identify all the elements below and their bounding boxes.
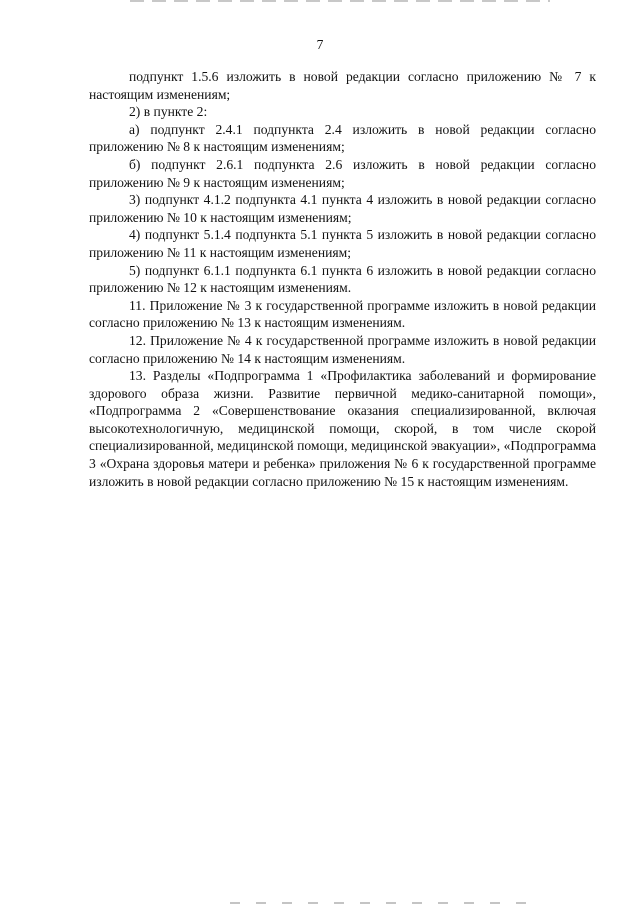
paragraph-point-13: 13. Разделы «Подпрограмма 1 «Профилактика заболеваний и формирование здорового образа жизни. Развитие первичной медико-санитарной помощи», «Подпрограмма 2 «Совершенствование оказания специализированной, включая высокотехнологичную, медицинской помощи, скорой, в том числе скорой специализированной, медицинской помощи, медицинской эвакуации», «Подпрограмма 3 «Охрана здоровья матери и ребенка» приложения № 6 к государственной программе изложить в новой редакции согласно приложению № 15 к настоящим изменениям. <box>89 368 596 489</box>
scan-artifact-top <box>130 0 550 2</box>
paragraph-item-5: 5) подпункт 6.1.1 подпункта 6.1 пункта 6 изложить в новой редакции согласно приложению № 12 к настоящим изменениям. <box>89 262 596 296</box>
page-number: 7 <box>316 37 324 52</box>
scan-artifact-bottom <box>230 902 530 904</box>
document-body <box>89 68 596 490</box>
paragraph-item-4: 4) подпункт 5.1.4 подпункта 5.1 пункта 5 изложить в новой редакции согласно приложению № 11 к настоящим изменениям; <box>89 227 596 260</box>
paragraph-item-3: 3) подпункт 4.1.2 подпункта 4.1 пункта 4 изложить в новой редакции согласно приложению № 10 к настоящим изменениям; <box>89 192 596 225</box>
paragraph-point-12: 12. Приложение № 4 к государственной программе изложить в новой редакции согласно приложению № 14 к настоящим изменениям. <box>89 332 596 366</box>
paragraph-subitem-1-5-6: подпункт 1.5.6 изложить в новой редакции согласно приложению № 7 к настоящим изменениям; <box>89 69 596 102</box>
paragraph-subitem-a: а) подпункт 2.4.1 подпункта 2.4 изложить в новой редакции согласно приложению № 8 к настоящим изменениям; <box>89 121 596 155</box>
paragraph-item-2: 2) в пункте 2: <box>129 104 208 120</box>
paragraph-point-11: 11. Приложение № 3 к государственной программе изложить в новой редакции согласно приложению № 13 к настоящим изменениям. <box>89 297 596 331</box>
paragraph-subitem-b: б) подпункт 2.6.1 подпункта 2.6 изложить в новой редакции согласно приложению № 9 к настоящим изменениям; <box>89 156 596 190</box>
